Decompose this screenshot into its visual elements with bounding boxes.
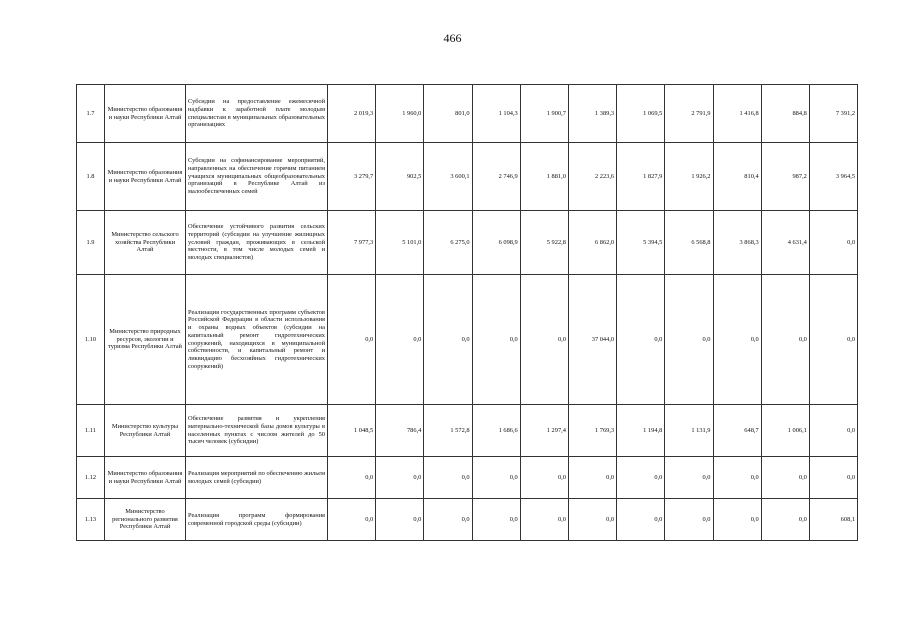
responsible-ministry: Министерство образования и науки Республики Алтай	[105, 143, 186, 211]
amount-cell: 810,4	[713, 143, 761, 211]
measure-description: Субсидии на предоставление ежемесячной надбавки к заработной плате молодым специалистам в муниципальных образовательных организациях	[186, 85, 328, 143]
amount-cell: 1 769,3	[568, 405, 616, 457]
amount-cell: 0,0	[520, 499, 568, 541]
amount-cell: 0,0	[665, 499, 713, 541]
amount-cell: 3 964,5	[809, 143, 857, 211]
amount-cell: 0,0	[665, 457, 713, 499]
responsible-ministry: Министерство образования и науки Республики Алтай	[105, 85, 186, 143]
amount-cell: 5 101,0	[376, 211, 424, 275]
amount-cell: 0,0	[809, 211, 857, 275]
amount-cell: 1 194,8	[617, 405, 665, 457]
amount-cell: 3 279,7	[328, 143, 376, 211]
table-row	[77, 85, 858, 143]
row-number: 1.9	[77, 211, 105, 275]
amount-cell: 2 791,9	[665, 85, 713, 143]
amount-cell: 6 098,9	[472, 211, 520, 275]
measure-description: Обеспечение устойчивого развития сельских территорий (субсидии на улучшение жилищных условий граждан, проживающих в сельской местности, в том числе молодых семей и молодых специалистов)	[186, 211, 328, 275]
amount-cell: 0,0	[761, 499, 809, 541]
amount-cell: 2 746,9	[472, 143, 520, 211]
amount-cell: 0,0	[328, 275, 376, 405]
amount-cell: 1 006,1	[761, 405, 809, 457]
amount-cell: 1 416,8	[713, 85, 761, 143]
amount-cell: 2 019,3	[328, 85, 376, 143]
amount-cell: 0,0	[376, 275, 424, 405]
measure-description: Обеспечение развития и укрепления материально-технической базы домов культуры в населенных пунктах с числом жителей до 50 тысяч человек (субсидии)	[186, 405, 328, 457]
amount-cell: 37 044,0	[568, 275, 616, 405]
amount-cell: 1 827,9	[617, 143, 665, 211]
amount-cell: 7 977,3	[328, 211, 376, 275]
measure-description: Реализация мероприятий по обеспечению жильем молодых семей (субсидии)	[186, 457, 328, 499]
amount-cell: 1 960,0	[376, 85, 424, 143]
amount-cell: 0,0	[809, 405, 857, 457]
page-number: 466	[443, 31, 462, 45]
amount-cell: 1 572,8	[424, 405, 472, 457]
amount-cell: 0,0	[713, 275, 761, 405]
row-number: 1.11	[77, 405, 105, 457]
table-row	[77, 211, 858, 275]
amount-cell: 5 922,8	[520, 211, 568, 275]
amount-cell: 0,0	[472, 499, 520, 541]
amount-cell: 2 223,6	[568, 143, 616, 211]
amount-cell: 1 926,2	[665, 143, 713, 211]
row-number: 1.10	[77, 275, 105, 405]
amount-cell: 0,0	[568, 457, 616, 499]
measure-description: Реализация программ формирования современной городской среды (субсидии)	[186, 499, 328, 541]
row-number: 1.13	[77, 499, 105, 541]
amount-cell: 0,0	[713, 499, 761, 541]
table-row	[77, 499, 858, 541]
measure-description: Субсидии на софинансирование мероприятий, направленных на обеспечение горячим питанием учащихся муниципальных общеобразовательных организаций в Республике Алтай из малообеспеченных семей	[186, 143, 328, 211]
amount-cell: 1 900,7	[520, 85, 568, 143]
amount-cell: 1 881,0	[520, 143, 568, 211]
amount-cell: 648,7	[713, 405, 761, 457]
amount-cell: 0,0	[617, 275, 665, 405]
responsible-ministry: Министерство культуры Республики Алтай	[105, 405, 186, 457]
amount-cell: 5 394,5	[617, 211, 665, 275]
amount-cell: 0,0	[713, 457, 761, 499]
amount-cell: 0,0	[665, 275, 713, 405]
responsible-ministry: Министерство природных ресурсов, экологии и туризма Республики Алтай	[105, 275, 186, 405]
row-number: 1.12	[77, 457, 105, 499]
amount-cell: 0,0	[568, 499, 616, 541]
amount-cell: 987,2	[761, 143, 809, 211]
amount-cell: 1 131,9	[665, 405, 713, 457]
amount-cell: 786,4	[376, 405, 424, 457]
responsible-ministry: Министерство регионального развития Республики Алтай	[105, 499, 186, 541]
amount-cell: 1 686,6	[472, 405, 520, 457]
amount-cell: 0,0	[520, 275, 568, 405]
measure-description: Реализация государственных программ субъектов Российской Федерации в области использования и охраны водных объектов (субсидии на капитальный ремонт гидротехнических сооружений, находящихся в муниципальной собственности, и капитальный ремонт и ликвидацию бесхозяйных гидротехнических сооружений)	[186, 275, 328, 405]
responsible-ministry: Министерство сельского хозяйства Республики Алтай	[105, 211, 186, 275]
amount-cell: 0,0	[376, 457, 424, 499]
amount-cell: 0,0	[424, 457, 472, 499]
table-row	[77, 143, 858, 211]
amount-cell: 0,0	[424, 275, 472, 405]
amount-cell: 902,5	[376, 143, 424, 211]
amount-cell: 1 069,5	[617, 85, 665, 143]
amount-cell: 608,1	[809, 499, 857, 541]
amount-cell: 0,0	[328, 499, 376, 541]
amount-cell: 1 389,3	[568, 85, 616, 143]
amount-cell: 0,0	[520, 457, 568, 499]
amount-cell: 1 048,5	[328, 405, 376, 457]
amount-cell: 3 868,3	[713, 211, 761, 275]
amount-cell: 6 568,8	[665, 211, 713, 275]
responsible-ministry: Министерство образования и науки Республики Алтай	[105, 457, 186, 499]
budget-table	[76, 84, 858, 541]
amount-cell: 0,0	[617, 499, 665, 541]
amount-cell: 0,0	[424, 499, 472, 541]
amount-cell: 0,0	[328, 457, 376, 499]
amount-cell: 0,0	[809, 275, 857, 405]
amount-cell: 0,0	[472, 275, 520, 405]
amount-cell: 0,0	[617, 457, 665, 499]
table-row	[77, 275, 858, 405]
row-number: 1.8	[77, 143, 105, 211]
amount-cell: 4 631,4	[761, 211, 809, 275]
table-row	[77, 457, 858, 499]
amount-cell: 1 104,3	[472, 85, 520, 143]
amount-cell: 0,0	[761, 275, 809, 405]
amount-cell: 801,0	[424, 85, 472, 143]
table-row	[77, 405, 858, 457]
amount-cell: 0,0	[472, 457, 520, 499]
amount-cell: 1 297,4	[520, 405, 568, 457]
row-number: 1.7	[77, 85, 105, 143]
amount-cell: 6 862,0	[568, 211, 616, 275]
amount-cell: 884,8	[761, 85, 809, 143]
amount-cell: 6 275,0	[424, 211, 472, 275]
amount-cell: 7 391,2	[809, 85, 857, 143]
amount-cell: 0,0	[809, 457, 857, 499]
amount-cell: 0,0	[761, 457, 809, 499]
amount-cell: 3 600,1	[424, 143, 472, 211]
amount-cell: 0,0	[376, 499, 424, 541]
